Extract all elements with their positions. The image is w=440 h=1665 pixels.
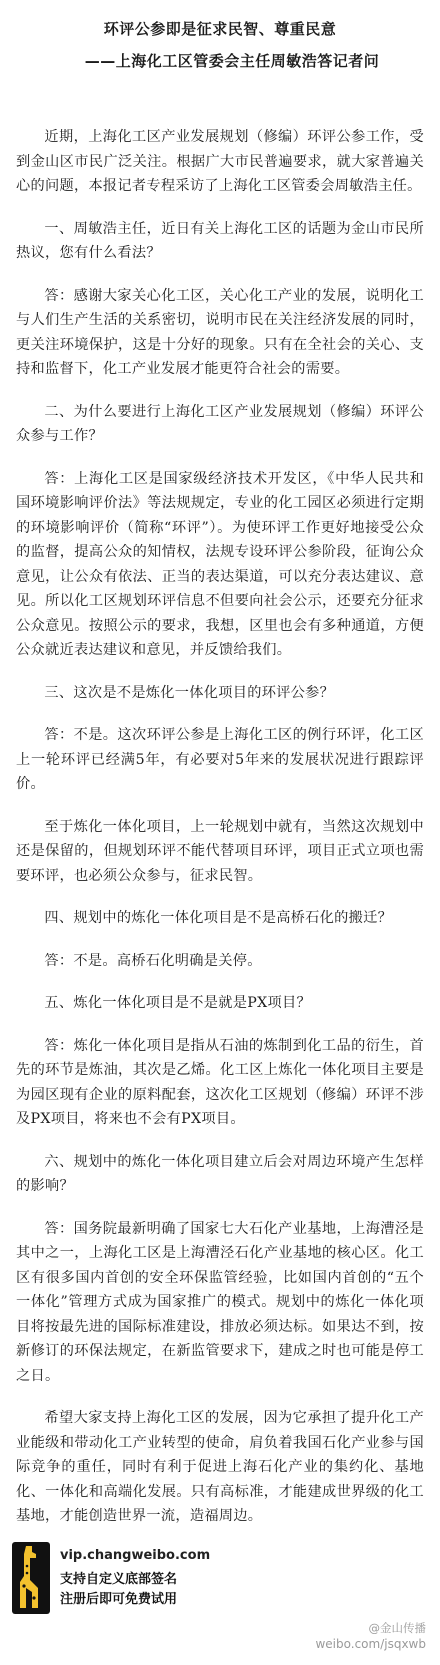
answer-4: 答：不是。高桥石化明确是关停。 — [44, 952, 262, 969]
footer-tagline-1: 支持自定义底部签名 — [60, 1572, 178, 1587]
watermark-url: weibo.com/jsqxwb — [315, 1637, 426, 1651]
question-5: 五、炼化一体化项目是不是就是PX项目？ — [44, 995, 311, 1011]
closing-paragraph: 希望大家支持上海化工区的发展，因为它承担了提升化工产业能级和带动化工产业转型的使命，肩负着我国石化产业参与国际竞争的重任，同时有利于促进上海石化产业的集约化、基地化、一体化和高端化发展。只有高标准，才能建成世界级的化工基地，才能创造世界一流，造福周边。 — [16, 1410, 424, 1524]
question-6: 六、规划中的炼化一体化项目建立后会对周边环境产生怎样的影响？ — [16, 1153, 424, 1194]
footer-url[interactable]: vip.changweibo.com — [60, 1548, 211, 1563]
answer-1: 答：感谢大家关心化工区，关心化工产业的发展，说明化工与人们生产生活的关系密切，说明市民在关注经济发展的同时，更关注环境保护，这是十分好的现象。只有在全社会的关心、支持和监督下，化工产业发展才能更符合社会的需要。 — [16, 287, 424, 377]
weibo-watermark — [315, 1620, 426, 1652]
intro-paragraph: 近期，上海化工区产业发展规划（修编）环评公参工作，受到金山区市民广泛关注。根据广大市民普遍要求，就大家普遍关心的问题，本报记者专程采访了上海化工区管委会周敏浩主任。 — [16, 129, 424, 194]
question-3: 三、这次是不是炼化一体化项目的环评公参？ — [44, 684, 335, 701]
answer-2: 答：上海化工区是国家级经济技术开发区，《中华人民共和国环境影响评价法》等法规规定，专业的化工园区必须进行定期的环境影响评价（简称“环评”）。为使环评工作更好地接受公众的监督，提高公众的知情权，法规专设环评公参阶段，征询公众意见，让公众有依法、正当的表达渠道，可以充分表达建议、意见。所以化工区规划环评信息不但要向社会公示，还要充分征求公众意见。按照公示的要求，我想，区里也会有多种通道，方便公众就近表达建议和意见，并反馈给我们。 — [16, 470, 424, 658]
giraffe-icon — [12, 1542, 50, 1614]
article-body — [16, 125, 424, 1547]
article-subtitle: ——上海化工区管委会主任周敏浩答记者问 — [84, 52, 380, 70]
answer-3: 答：不是。这次环评公参是上海化工区的例行环评，化工区上一轮环评已经满5年，有必要对5年来的发展状况进行跟踪评价。 — [16, 727, 424, 792]
article-title: 环评公参即是征求民智、尊重民意 — [103, 20, 337, 38]
answer-3-continued: 至于炼化一体化项目，上一轮规划中就有，当然这次规划中还是保留的，但规划环评不能代替项目环评，项目正式立项也需要环评，也必须公众参与，征求民智。 — [16, 818, 424, 884]
changweibo-footer — [12, 1542, 432, 1622]
question-4: 四、规划中的炼化一体化项目是不是高桥石化的搬迁？ — [44, 910, 393, 926]
question-2: 二、为什么要进行上海化工区产业发展规划（修编）环评公众参与工作？ — [16, 403, 424, 444]
answer-6: 答：国务院最新明确了国家七大石化产业基地，上海漕泾是其中之一，上海化工区是上海漕泾石化产业基地的核心区。化工区有很多国内首创的安全环保监管经验，比如国内首创的“五个一体化”管理方式成为国家推广的模式。规划中的炼化一体化项目将按最先进的国际标准建设，排放必须达标。如果达不到，按新修订的环保法规定，在新监管要求下，建成之时也可能是停工之日。 — [16, 1220, 424, 1384]
footer-tagline-2: 注册后即可免费试用 — [60, 1592, 178, 1607]
answer-5: 答：炼化一体化项目是指从石油的炼制到化工品的衍生，首先的环节是炼油，其次是乙烯。化工区上炼化一体化项目主要是为园区现有企业的原料配套，这次化工区规划（修编）环评不涉及PX项目，将来也不会有PX项目。 — [16, 1037, 424, 1127]
watermark-account: @金山传播 — [368, 1621, 426, 1635]
question-1: 一、周敏浩主任，近日有关上海化工区的话题为金山市民所热议，您有什么看法？ — [16, 220, 424, 261]
